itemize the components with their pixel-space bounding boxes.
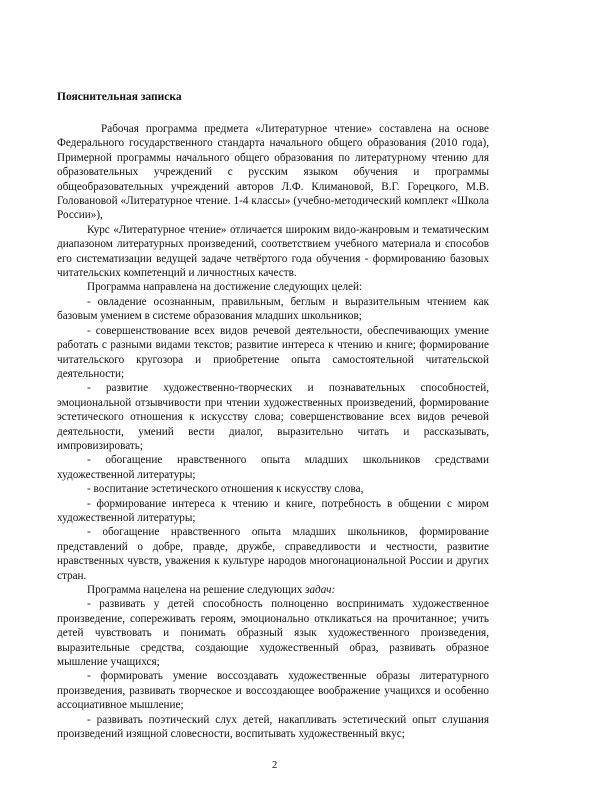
paragraph-program-basis: Рабочая программа предмета «Литературное чтение» составлена на основе Федерального государственного стандарта начального общего образования (2010 года), Примерной программы начального общего образования по литературному чтению для образовательных учреждений с русским языком обучения и программы общеобразовательных учреждений авторов Л.Ф. Климановой, В.Г. Горецкого, М.В. Головановой «Литературное чтение. 1-4 классы» (учебно-методический комплект «Школа России»), <box>57 123 489 222</box>
paragraph-course-description: Курс «Литературное чтение» отличается широким видо-жанровым и тематическим диапазоном литературных произведений, соответствием учебного материала и способов его систематизации ведущей задаче четвёртого года обучения - формированию базовых читательских компетенций и личностных качеств. <box>57 223 489 280</box>
tasks-intro-text: Программа нацелена на решение следующих <box>87 584 306 596</box>
goals-intro-suffix: : <box>359 281 363 294</box>
document-body <box>57 122 489 741</box>
goal-item: - развитие художественно-творческих и познавательных способностей, эмоциональной отзывчивости при чтении художественных произведений, формирование эстетического отношения к искусству слова; совершенствование всех видов речевой деятельности, умений вести диалог, выразительно читать и рассказывать, импровизировать; <box>57 382 489 452</box>
paragraph-tasks-intro <box>57 583 489 597</box>
task-item: - развивать у детей способность полноценно воспринимать художественное произведение, сопереживать героям, эмоционально откликаться на прочитанное; учить детей чувствовать и понимать образный язык художественного произведения, выразительные средства, создающие художественный образ, развивать образное мышление учащихся; <box>57 598 489 669</box>
goal-item: - воспитание эстетического отношения к искусству слова, <box>87 483 364 496</box>
task-item: - формировать умение воссоздавать художественные образы литературного произведения, развивать творческое и воссоздающее воображение учащихся и особенно ассоциативное мышление; <box>57 670 489 712</box>
goal-item: - овладение осознанным, правильным, беглым и выразительным чтением как базовым умением в системе образования младших школьников; <box>57 295 489 323</box>
goals-keyword: целей <box>331 281 359 294</box>
goal-item: - совершенствование всех видов речевой деятельности, обеспечивающих умение работать с разными видами текстов; развитие интереса к чтению и книге; формирование читательского кругозора и приобретение опыта самостоятельной читательской деятельности; <box>57 324 489 380</box>
document-heading: Пояснительная записка <box>57 91 182 103</box>
page-number: 2 <box>272 760 278 771</box>
paragraph-goals-intro <box>57 280 489 294</box>
goals-intro-text: Программа направлена на достижение следующих <box>87 281 332 294</box>
tasks-keyword: задач: <box>305 584 336 596</box>
goal-item: - обогащение нравственного опыта младших школьников средствами художественной литературы; <box>57 454 489 481</box>
task-item: - развивать поэтический слух детей, накапливать эстетический опыт слушания произведений изящной словесности, воспитывать художественный вкус; <box>57 713 489 741</box>
goal-item: - формирование интереса к чтению и книге, потребность в общении с миром художественной литературы; <box>57 497 489 524</box>
goal-item: - обогащение нравственного опыта младших школьников, формирование представлений о добре, правде, дружбе, справедливости и честности, развитие нравственных чувств, уважения к культуре народов многонациональной России и других стран. <box>57 526 489 582</box>
